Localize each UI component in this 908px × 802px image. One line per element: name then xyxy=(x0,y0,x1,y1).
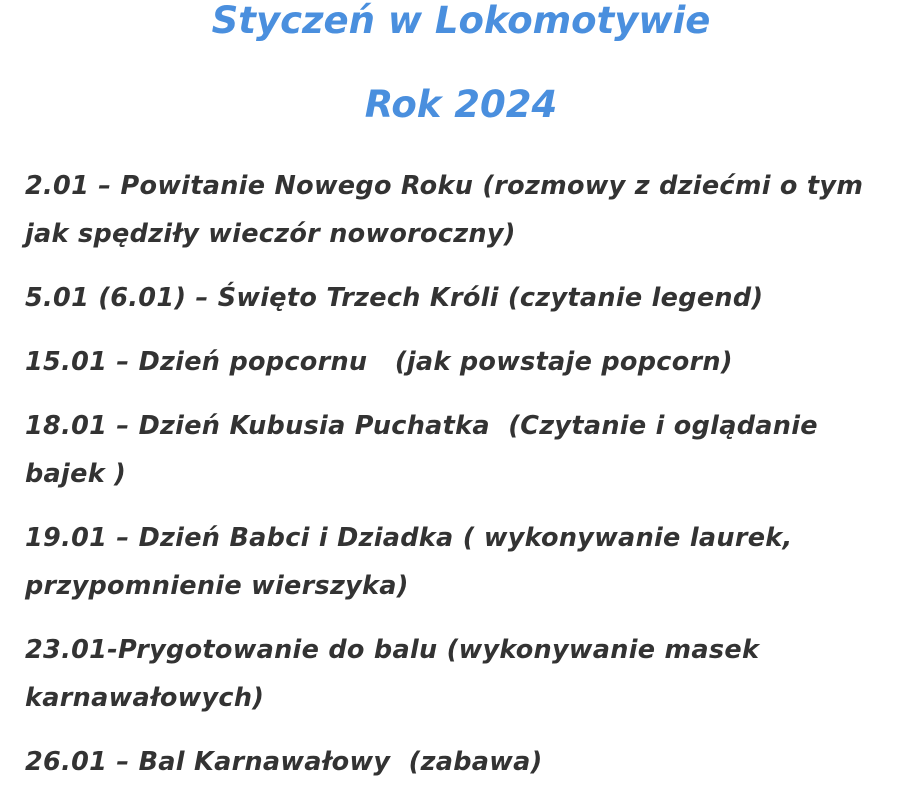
event-item-2301: 23.01-Prygotowanie do balu (wykonywanie masek karnawałowych) xyxy=(25,635,769,713)
event-item-1901: 19.01 – Dzień Babci i Dziadka ( wykonywanie laurek, przypomnienie wierszyka) xyxy=(25,523,802,601)
event-list xyxy=(25,162,885,802)
event-item-2601: 26.01 – Bal Karnawałowy (zabawa) xyxy=(25,747,543,777)
event-item-1501: 15.01 – Dzień popcornu (jak powstaje popcorn) xyxy=(25,347,733,377)
event-item-0201: 2.01 – Powitanie Nowego Roku (rozmowy z dziećmi o tym jak spędziły wieczór noworoczny) xyxy=(25,171,873,249)
event-item-1801: 18.01 – Dzień Kubusia Puchatka (Czytanie i oglądanie bajek ) xyxy=(25,411,828,489)
event-item-0501: 5.01 (6.01) – Święto Trzech Króli (czytanie legend) xyxy=(25,283,764,313)
page-title: Styczeń w Lokomotywie xyxy=(211,0,711,42)
page-subtitle-year: Rok 2024 xyxy=(364,83,558,126)
